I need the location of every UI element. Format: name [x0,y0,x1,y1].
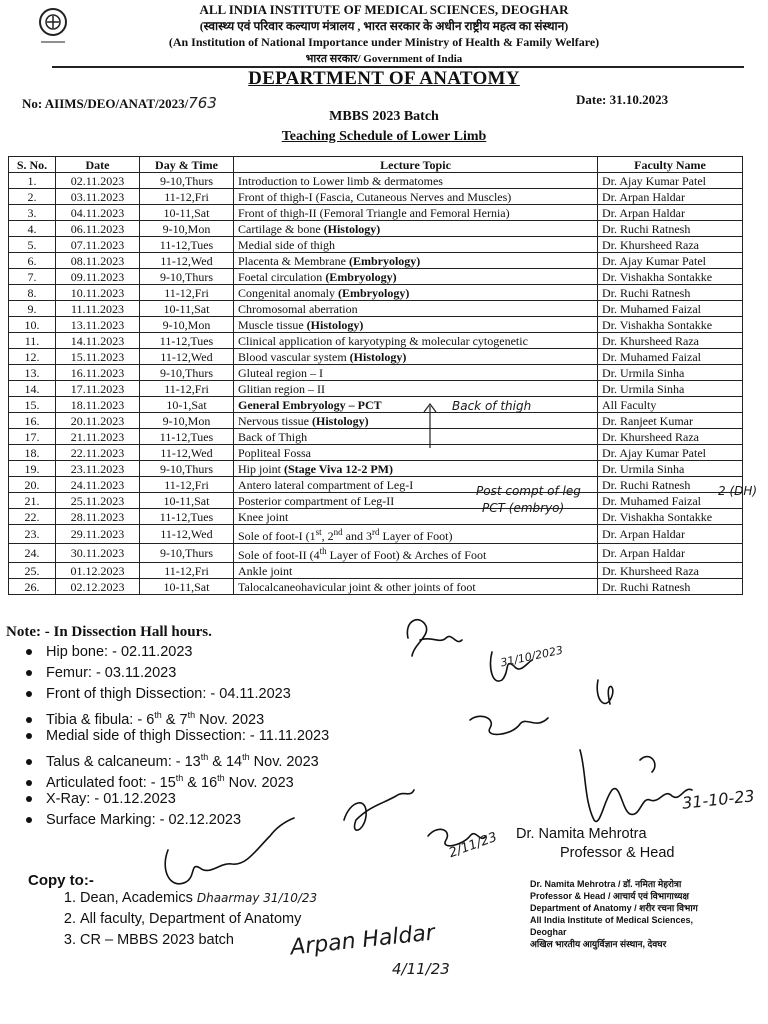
cell-day-time: 9-10,Mon [140,317,234,333]
cell-day-time: 10-11,Sat [140,493,234,509]
cell-day-time: 10-11,Sat [140,579,234,595]
signatory-title: Professor & Head [560,845,675,861]
cell-faculty: Dr. Khursheed Raza [598,563,743,579]
cell-day-time: 11-12,Wed [140,349,234,365]
table-row [9,397,743,413]
header-sno: S. No. [9,157,56,173]
handwritten-arpan-date: 4/11/23 [392,960,450,978]
table-row [9,349,743,365]
cell-topic [234,285,598,301]
cell-sno: 17. [9,429,56,445]
cell-day-time: 9-10,Thurs [140,269,234,285]
cell-sno: 12. [9,349,56,365]
table-row [9,317,743,333]
cell-sno: 3. [9,205,56,221]
table-row [9,301,743,317]
copy-to-list [60,888,317,951]
cell-topic [234,381,598,397]
cell-topic [234,269,598,285]
cell-date: 06.11.2023 [56,221,140,237]
cell-sno: 7. [9,269,56,285]
cell-sno: 26. [9,579,56,595]
cell-faculty: Dr. Urmila Sinha [598,461,743,477]
topic-bold-text: (Embryology) [337,285,410,300]
cell-sno: 13. [9,365,56,381]
cell-faculty: Dr. Vishakha Sontakke [598,317,743,333]
cell-faculty: Dr. Ruchi Ratnesh [598,285,743,301]
cell-day-time: 11-12,Fri [140,381,234,397]
cell-sno: 10. [9,317,56,333]
table-row [9,333,743,349]
topic-text: Sole of foot-I (1st, 2nd and 3rd Layer of Foot) [238,527,453,543]
cell-date: 23.11.2023 [56,461,140,477]
table-row [9,381,743,397]
cell-topic [234,173,598,189]
header-faculty: Faculty Name [598,157,743,173]
cell-faculty: Dr. Arpan Haldar [598,525,743,544]
cell-faculty: Dr. Muhamed Faizal [598,493,743,509]
cell-sno: 21. [9,493,56,509]
cell-topic [234,237,598,253]
cell-date: 03.11.2023 [56,189,140,205]
note-item: Front of thigh Dissection: - 04.11.2023 [26,684,329,705]
cell-date: 04.11.2023 [56,205,140,221]
cell-sno: 11. [9,333,56,349]
cell-date: 14.11.2023 [56,333,140,349]
topic-text: Antero lateral compartment of Leg-I [238,477,414,492]
cell-date: 30.11.2023 [56,544,140,563]
note-item: X-Ray: - 01.12.2023 [26,789,329,810]
note-item: Talus & calcaneum: - 13th & 14th Nov. 2023 [26,747,329,768]
cell-topic [234,349,598,365]
topic-bold-text: (Embryology) [348,253,421,268]
note-item: Femur: - 03.11.2023 [26,663,329,684]
topic-text: Muscle tissue [238,317,307,332]
cell-day-time: 11-12,Wed [140,445,234,461]
cell-date: 21.11.2023 [56,429,140,445]
topic-bold-text: (Embryology) [325,269,397,284]
cell-faculty: Dr. Arpan Haldar [598,189,743,205]
table-row [9,563,743,579]
schedule-body [9,173,743,595]
cell-topic [234,525,598,544]
cell-date: 24.11.2023 [56,477,140,493]
cell-date: 11.11.2023 [56,301,140,317]
cell-date: 15.11.2023 [56,349,140,365]
topic-text: Back of Thigh [238,429,308,444]
cell-sno: 16. [9,413,56,429]
cell-day-time: 11-12,Fri [140,285,234,301]
topic-bold-text: (Stage Viva 12-2 PM) [284,461,393,476]
topic-text: Cartilage & bone [238,221,324,236]
cell-date: 10.11.2023 [56,285,140,301]
cell-date: 18.11.2023 [56,397,140,413]
cell-sno: 1. [9,173,56,189]
cell-date: 22.11.2023 [56,445,140,461]
annotation-pct-embryo: PCT (embryo) [482,501,565,515]
cell-faculty: Dr. Ruchi Ratnesh [598,477,743,493]
topic-text: Knee joint [238,509,289,524]
note-item: Hip bone: - 02.11.2023 [26,642,329,663]
header-topic: Lecture Topic [234,157,598,173]
cell-sno: 5. [9,237,56,253]
cell-date: 08.11.2023 [56,253,140,269]
cell-day-time: 11-12,Fri [140,563,234,579]
cell-topic [234,221,598,237]
cell-faculty: Dr. Muhamed Faizal [598,301,743,317]
cell-topic [234,563,598,579]
batch-title: MBBS 2023 Batch [329,109,439,124]
cell-day-time: 9-10,Thurs [140,544,234,563]
topic-bold-text: (Histology) [349,349,407,364]
cell-date: 02.12.2023 [56,579,140,595]
table-row [9,189,743,205]
copy-to-title: Copy to:- [28,872,94,889]
topic-text: Foetal circulation [238,269,326,284]
annotation-post-compartment: Post compt of leg [476,484,581,498]
topic-bold-text: (Histology) [306,317,364,332]
cell-day-time: 11-12,Fri [140,477,234,493]
table-row [9,285,743,301]
table-row [9,253,743,269]
handwritten-date-2: 31-10-23 [681,786,756,813]
topic-text: Talocalcaneohavicular joint & other joints of foot [238,579,476,594]
cell-date: 20.11.2023 [56,413,140,429]
table-header-row [9,157,743,173]
cell-day-time: 11-12,Tues [140,429,234,445]
cell-sno: 23. [9,525,56,544]
cell-sno: 22. [9,509,56,525]
cell-faculty: Dr. Ajay Kumar Patel [598,253,743,269]
notes-title: Note: - In Dissection Hall hours. [6,624,212,640]
handwritten-arpan: Arpan Haldar [289,920,437,961]
cell-day-time: 11-12,Tues [140,237,234,253]
topic-text: Congenital anomaly [238,285,338,300]
table-row [9,413,743,429]
topic-text: Nervous tissue [238,413,312,428]
cell-date: 29.11.2023 [56,525,140,544]
reference-handwritten: 763 [188,94,217,112]
cell-topic [234,253,598,269]
table-row [9,237,743,253]
cell-topic [234,544,598,563]
cell-faculty: Dr. Urmila Sinha [598,381,743,397]
annotation-back-of-thigh: Back of thigh [452,399,532,413]
schedule-table [8,156,743,595]
cell-faculty: Dr. Ranjeet Kumar [598,413,743,429]
table-row [9,445,743,461]
cell-day-time: 11-12,Tues [140,509,234,525]
cell-date: 01.12.2023 [56,563,140,579]
table-row [9,365,743,381]
institute-hindi-line: (स्वास्थ्य एवं परिवार कल्याण मंत्रालय , भारत सरकार के अधीन राष्ट्रीय महत्व का संस्थान) [199,19,569,33]
topic-text: Chromosomal aberration [238,301,358,316]
handwritten-date-3: 2/11/23 [446,829,500,862]
cell-faculty: Dr. Khursheed Raza [598,333,743,349]
cell-sno: 19. [9,461,56,477]
topic-bold-text: (Histology) [312,413,369,428]
cell-sno: 15. [9,397,56,413]
cell-date: 16.11.2023 [56,365,140,381]
cell-topic [234,365,598,381]
table-row [9,269,743,285]
cell-day-time: 10-11,Sat [140,301,234,317]
cell-topic [234,579,598,595]
cell-day-time: 11-12,Wed [140,253,234,269]
cell-sno: 20. [9,477,56,493]
cell-topic [234,317,598,333]
cell-faculty: Dr. Ajay Kumar Patel [598,445,743,461]
table-row [9,525,743,544]
cell-sno: 2. [9,189,56,205]
annotation-arrow [410,400,446,450]
topic-text: Glitian region – II [238,381,325,396]
cell-faculty: Dr. Arpan Haldar [598,205,743,221]
official-stamp: Dr. Namita Mehrotra / डॉ. नमिता मेहरोत्रा Professor & Head / आचार्य एवं विभागाध्यक्ष Department of Anatomy / शरीर रचना विभाग All India Institute of Medical Sciences, Deoghar अखिल भारतीय आयुर्विज्ञान संस्थान, देवघर [530,879,698,949]
table-row [9,477,743,493]
table-row [9,205,743,221]
institute-name: ALL INDIA INSTITUTE OF MEDICAL SCIENCES, DEOGHAR [199,2,569,17]
topic-text: Placenta & Membrane [238,253,349,268]
cell-topic [234,461,598,477]
topic-text: Medial side of thigh [238,237,335,252]
note-item: Medial side of thigh Dissection: - 11.11.2023 [26,726,329,747]
dean-handwritten-note: Dhaarmay 31/10/23 [196,891,318,905]
topic-text: Sole of foot-II (4th Layer of Foot) & Arches of Foot [238,546,487,562]
table-row [9,579,743,595]
cell-sno: 24. [9,544,56,563]
cell-day-time: 10-1,Sat [140,397,234,413]
cell-sno: 18. [9,445,56,461]
institute-english-line: (An Institution of National Importance under Ministry of Health & Family Welfare) [168,35,600,49]
note-item: Articulated foot: - 15th & 16th Nov. 2023 [26,768,329,789]
cell-sno: 9. [9,301,56,317]
table-row [9,493,743,509]
cell-topic [234,333,598,349]
table-row [9,429,743,445]
table-row [9,461,743,477]
cell-faculty: Dr. Vishakha Sontakke [598,509,743,525]
cell-day-time: 10-11,Sat [140,205,234,221]
cell-date: 25.11.2023 [56,493,140,509]
table-row [9,221,743,237]
cell-day-time: 11-12,Tues [140,333,234,349]
cell-faculty: Dr. Urmila Sinha [598,365,743,381]
cell-topic [234,205,598,221]
cell-date: 13.11.2023 [56,317,140,333]
department-title: DEPARTMENT OF ANATOMY [248,68,520,89]
cell-sno: 14. [9,381,56,397]
cell-sno: 8. [9,285,56,301]
cell-date: 02.11.2023 [56,173,140,189]
table-row [9,173,743,189]
cell-faculty: Dr. Khursheed Raza [598,429,743,445]
cell-faculty: Dr. Ruchi Ratnesh [598,221,743,237]
topic-text: Front of thigh-I (Fascia, Cutaneous Nerves and Muscles) [238,189,512,204]
cell-date: 17.11.2023 [56,381,140,397]
cell-day-time: 11-12,Wed [140,525,234,544]
cell-day-time: 9-10,Mon [140,221,234,237]
topic-text: Gluteal region – I [238,365,323,380]
copy-to-item: 2. All faculty, Department of Anatomy [80,909,317,930]
note-item: Surface Marking: - 02.12.2023 [26,810,329,831]
cell-topic [234,301,598,317]
cell-faculty: Dr. Muhamed Faizal [598,349,743,365]
reference-prefix: No: AIIMS/DEO/ANAT/2023/ [22,96,189,111]
cell-sno: 25. [9,563,56,579]
topic-bold-text: General Embryology – PCT [238,397,382,412]
cell-faculty: Dr. Khursheed Raza [598,237,743,253]
cell-faculty: Dr. Ruchi Ratnesh [598,579,743,595]
topic-text: Clinical application of karyotyping & molecular cytogenetic [238,333,528,348]
handwritten-date-1: 31/10/2023 [499,643,565,670]
cell-topic [234,189,598,205]
table-row [9,509,743,525]
copy-to-item: 1. Dean, Academics Dhaarmay 31/10/23 [80,888,317,909]
schedule-title: Teaching Schedule of Lower Limb [281,129,487,144]
cell-day-time: 9-10,Thurs [140,461,234,477]
topic-text: Hip joint [238,461,285,476]
cell-date: 28.11.2023 [56,509,140,525]
cell-day-time: 9-10,Thurs [140,365,234,381]
signatory-name: Dr. Namita Mehrotra [516,826,647,842]
topic-text: Posterior compartment of Leg-II [238,493,395,508]
government-line: भारत सरकार/ Government of India [305,53,463,65]
cell-sno: 6. [9,253,56,269]
cell-faculty: Dr. Arpan Haldar [598,544,743,563]
cell-date: 07.11.2023 [56,237,140,253]
header-date: Date [56,157,140,173]
cell-day-time: 11-12,Fri [140,189,234,205]
topic-text: Popliteal Fossa [238,445,312,460]
note-item: Tibia & fibula: - 6th & 7th Nov. 2023 [26,705,329,726]
annotation-dh: 2 (DH) [718,484,758,498]
cell-sno: 4. [9,221,56,237]
document-date: Date: 31.10.2023 [576,92,669,107]
topic-text: Introduction to Lower limb & dermatomes [238,173,443,188]
topic-text: Ankle joint [238,563,293,578]
cell-faculty: All Faculty [598,397,743,413]
topic-text: Blood vascular system [238,349,350,364]
topic-bold-text: (Histology) [323,221,381,236]
header-day-time: Day & Time [140,157,234,173]
table-row [9,544,743,563]
copy-to-item: 3. CR – MBBS 2023 batch [80,930,317,951]
cell-faculty: Dr. Vishakha Sontakke [598,269,743,285]
cell-day-time: 9-10,Thurs [140,173,234,189]
cell-day-time: 9-10,Mon [140,413,234,429]
cell-faculty: Dr. Ajay Kumar Patel [598,173,743,189]
topic-text: Front of thigh-II (Femoral Triangle and Femoral Hernia) [238,205,510,220]
cell-date: 09.11.2023 [56,269,140,285]
